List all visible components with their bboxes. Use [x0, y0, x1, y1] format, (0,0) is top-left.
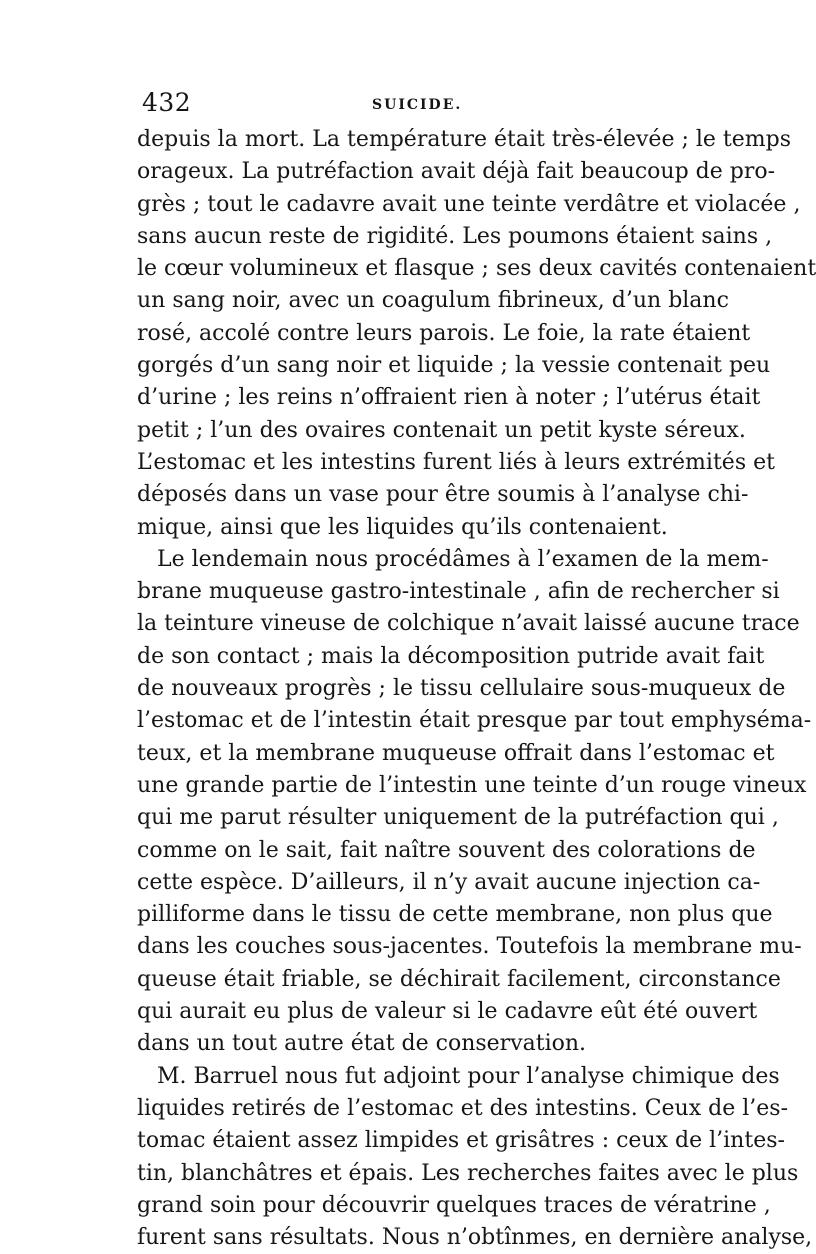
text-line: M. Barruel nous fut adjoint pour l’analyse chimique des [157, 1063, 780, 1089]
text-line: d’urine ; les reins n’offraient rien à noter ; l’utérus était [137, 385, 761, 411]
text-line: L’estomac et les intestins furent liés à leurs extrémités et [137, 449, 775, 475]
text-line: qui me parut résulter uniquement de la putréfaction qui , [137, 805, 779, 831]
text-line: de nouveaux progrès ; le tissu cellulaire sous-muqueux de [137, 676, 786, 702]
text-line: sans aucun reste de rigidité. Les poumons étaient sains , [137, 223, 773, 249]
text-line: dans un tout autre état de conservation. [137, 1031, 587, 1057]
text-line: de son contact ; mais la décomposition putride avait fait [137, 643, 765, 669]
text-line: rosé, accolé contre leurs parois. Le foie, la rate étaient [137, 320, 751, 346]
text-line: tomac étaient assez limpides et grisâtres : ceux de l’intes- [137, 1128, 785, 1154]
text-line: déposés dans un vase pour être soumis à l’analyse chi- [137, 482, 749, 508]
page-number: 432 [142, 88, 192, 117]
text-line: depuis la mort. La température était très-élevée ; le temps [137, 127, 792, 152]
text-line: grand soin pour découvrir quelques traces de vératrine , [137, 1192, 771, 1218]
text-line: mique, ainsi que les liquides qu’ils contenaient. [137, 514, 668, 540]
text-line: brane muqueuse gastro-intestinale , afin de rechercher si [137, 579, 780, 605]
text-line: la teinture vineuse de colchique n’avait laissé aucune trace [137, 611, 800, 637]
text-line: un sang noir, avec un coagulum fibrineux, d’un blanc [137, 288, 729, 314]
text-line: teux, et la membrane muqueuse offrait dans l’estomac et [137, 740, 775, 766]
body-text [137, 124, 816, 1254]
text-line: pilliforme dans le tissu de cette membrane, non plus que [137, 902, 773, 928]
text-line: grès ; tout le cadavre avait une teinte verdâtre et violacée , [137, 191, 801, 217]
text-line: le cœur volumineux et flasque ; ses deux cavités contenaient [137, 256, 816, 282]
text-line: tin, blanchâtres et épais. Les recherches faites avec le plus [137, 1160, 799, 1186]
text-line: dans les couches sous-jacentes. Toutefois la membrane mu- [137, 934, 802, 960]
text-line: liquides retirés de l’estomac et des intestins. Ceux de l’es- [137, 1095, 788, 1121]
text-line: qui aurait eu plus de valeur si le cadavre eût été ouvert [137, 999, 758, 1025]
text-line: Le lendemain nous procédâmes à l’examen de la mem- [157, 546, 769, 572]
text-line: une grande partie de l’intestin une teinte d’un rouge vineux [137, 772, 807, 798]
running-head: SUICIDE. [372, 97, 463, 113]
text-line: l’estomac et de l’intestin était presque par tout emphyséma- [137, 708, 812, 734]
text-line: orageux. La putréfaction avait déjà fait beaucoup de pro- [137, 159, 776, 185]
text-line: gorgés d’un sang noir et liquide ; la vessie contenait peu [137, 353, 771, 379]
text-line: cette espèce. D’ailleurs, il n’y avait aucune injection ca- [137, 869, 761, 895]
text-line: furent sans résultats. Nous n’obtînmes, en dernière analyse, [137, 1225, 813, 1251]
text-line: comme on le sait, fait naître souvent des colorations de [137, 837, 756, 863]
text-line: petit ; l’un des ovaires contenait un petit kyste séreux. [137, 417, 746, 443]
text-line: queuse était friable, se déchirait facilement, circonstance [137, 966, 781, 992]
